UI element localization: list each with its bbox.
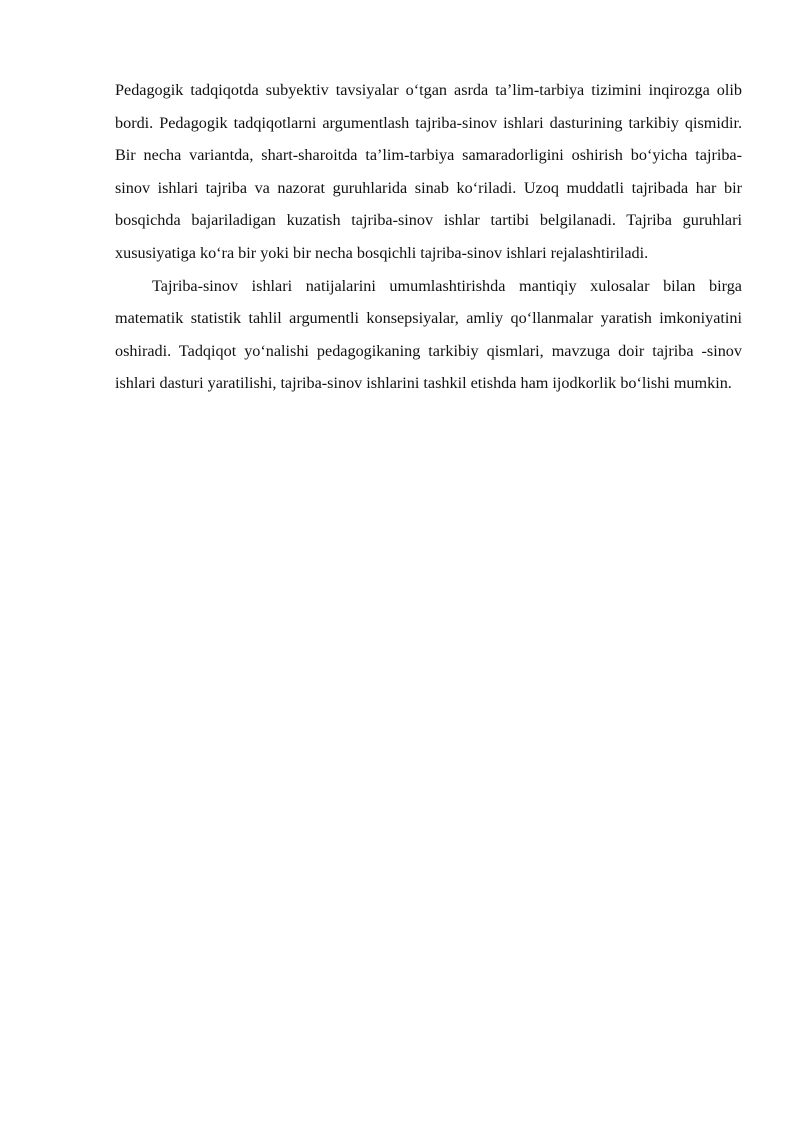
- paragraph-1: Pedagogik tadqiqotda subyektiv tavsiyalar o‘tgan asrda ta’lim-tarbiya tizimini inqirozga olib bordi. Pedagogik tadqiqotlarni argumentlash tajriba-sinov ishlari dasturining tarkibiy qismidir. Bir necha variantda, shart-sharoitda ta’lim-tarbiya samaradorligini oshirish bo‘yicha tajriba-sinov ishlari tajriba va nazorat guruhlarida sinab ko‘riladi. Uzoq muddatli tajribada har bir bosqichda bajariladigan kuzatish tajriba-sinov ishlar tartibi belgilanadi. Tajriba guruhlari xususiyatiga ko‘ra bir yoki bir necha bosqichli tajriba-sinov ishlari rejalashtiriladi.: [115, 81, 742, 262]
- document-body: [115, 74, 742, 400]
- paragraph-2: Tajriba-sinov ishlari natijalarini umumlashtirishda mantiqiy xulosalar bilan birga matematik statistik tahlil argumentli konsepsiyalar, amliy qo‘llanmalar yaratish imkoniyatini oshiradi. Tadqiqot yo‘nalishi pedagogikaning tarkibiy qismlari, mavzuga doir tajriba -sinov ishlari dasturi yaratilishi, tajriba-sinov ishlarini tashkil etishda ham ijodkorlik bo‘lishi mumkin.: [115, 276, 742, 393]
